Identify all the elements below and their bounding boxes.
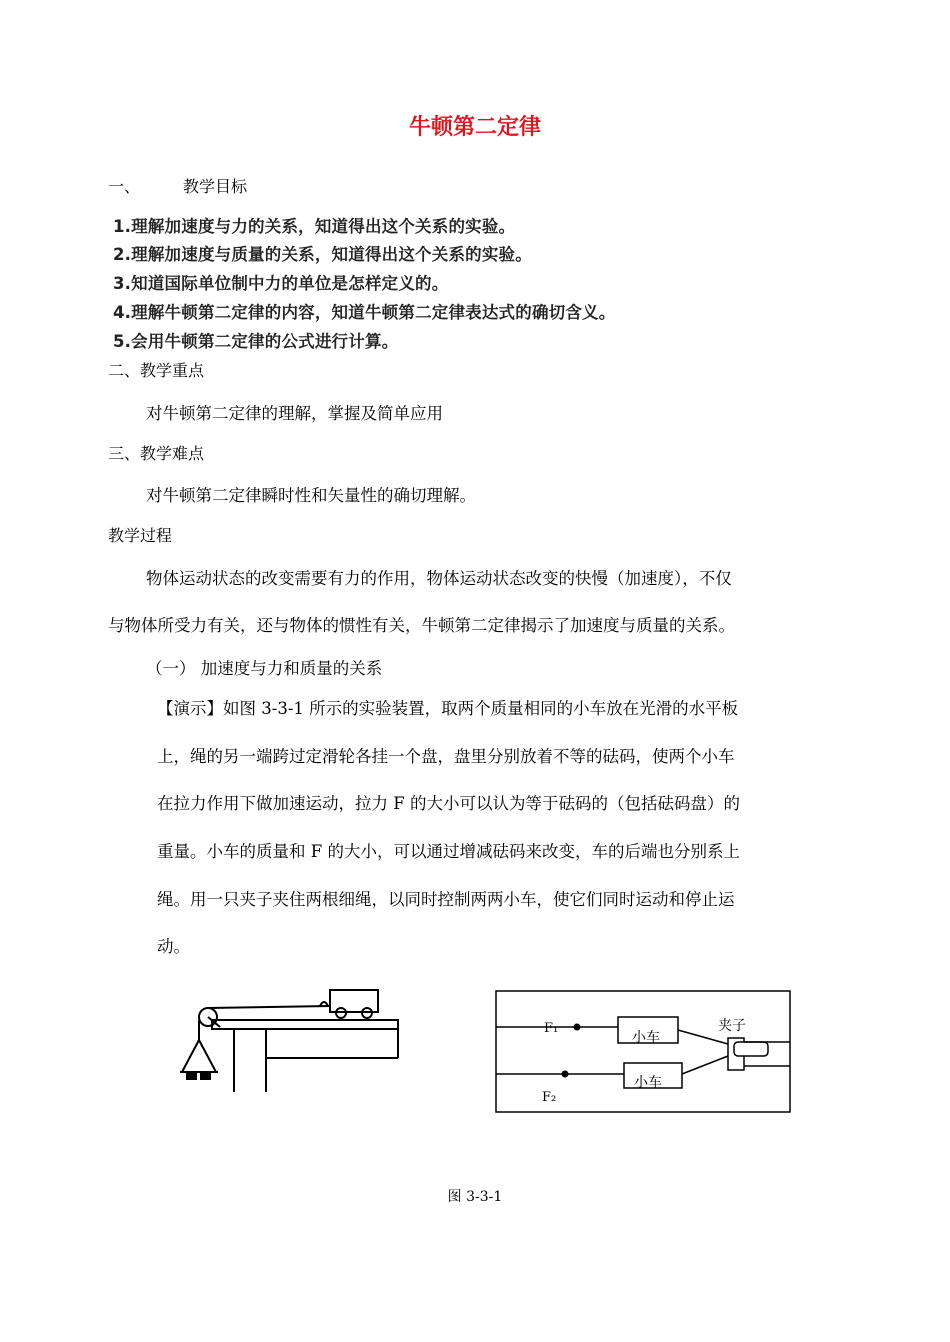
intro-line-1: 物体运动状态的改变需要有力的作用，物体运动状态改变的快慢（加速度），不仅 [146,569,732,588]
demo-line-4: 重量。小车的质量和 F 的大小，可以通过增减砝码来改变，车的后端也分别系上 [157,842,740,861]
label-car-bottom: 小车 [634,1075,662,1091]
rope [208,1006,330,1008]
objective-2: 2.理解加速度与质量的关系，知道得出这个关系的实验。 [113,245,532,264]
rope-knot-bottom [562,1071,569,1078]
label-f1: F₁ [544,1021,559,1036]
process-heading: 教学过程 [108,526,173,545]
objective-5: 5.会用牛顿第二定律的公式进行计算。 [113,332,399,351]
section3-content: 对牛顿第二定律瞬时性和矢量性的确切理解。 [146,486,476,505]
page-title: 牛顿第二定律 [408,115,541,140]
section3-heading: 三、教学难点 [108,444,205,463]
demo-line-1: 【演示】如图 3-3-1 所示的实验装置，取两个质量相同的小车放在光滑的水平板 [157,699,739,718]
two-carts-figure [494,990,794,1115]
subheading: （一） 加速度与力和质量的关系 [146,659,383,678]
demo-line-5: 绳。用一只夹子夹住两根细绳，以同时控制两两小车，使它们同时运动和停止运 [157,890,735,909]
objective-3: 3.知道国际单位制中力的单位是怎样定义的。 [113,274,449,293]
section1-number: 一、 [108,177,141,196]
objective-4: 4.理解牛顿第二定律的内容，知道牛顿第二定律表达式的确切含义。 [113,303,616,322]
label-f2: F₂ [542,1090,557,1105]
objective-1: 1.理解加速度与力的关系，知道得出这个关系的实验。 [113,217,516,236]
intro-line-2: 与物体所受力有关，还与物体的惯性有关，牛顿第二定律揭示了加速度与质量的关系。 [108,616,735,635]
weight-pan [182,1040,216,1072]
label-car-top: 小车 [632,1030,660,1046]
demo-line-2: 上，绳的另一端跨过定滑轮各挂一个盘，盘里分别放着不等的砝码，使两个小车 [157,747,735,766]
section2-content: 对牛顿第二定律的理解，掌握及简单应用 [146,404,443,423]
figure-caption: 图 3-3-1 [447,1189,503,1205]
table-top [212,1020,398,1029]
section1-heading: 教学目标 [183,177,248,196]
label-clip: 夹子 [718,1018,746,1034]
pulley-apparatus-figure [170,980,410,1095]
section2-heading: 二、教学重点 [108,361,205,380]
demo-line-3: 在拉力作用下做加速运动，拉力 F 的大小可以认为等于砝码的（包括砝码盘）的 [157,794,740,813]
demo-line-6: 动。 [157,937,190,956]
rope-knot-top [574,1024,581,1031]
